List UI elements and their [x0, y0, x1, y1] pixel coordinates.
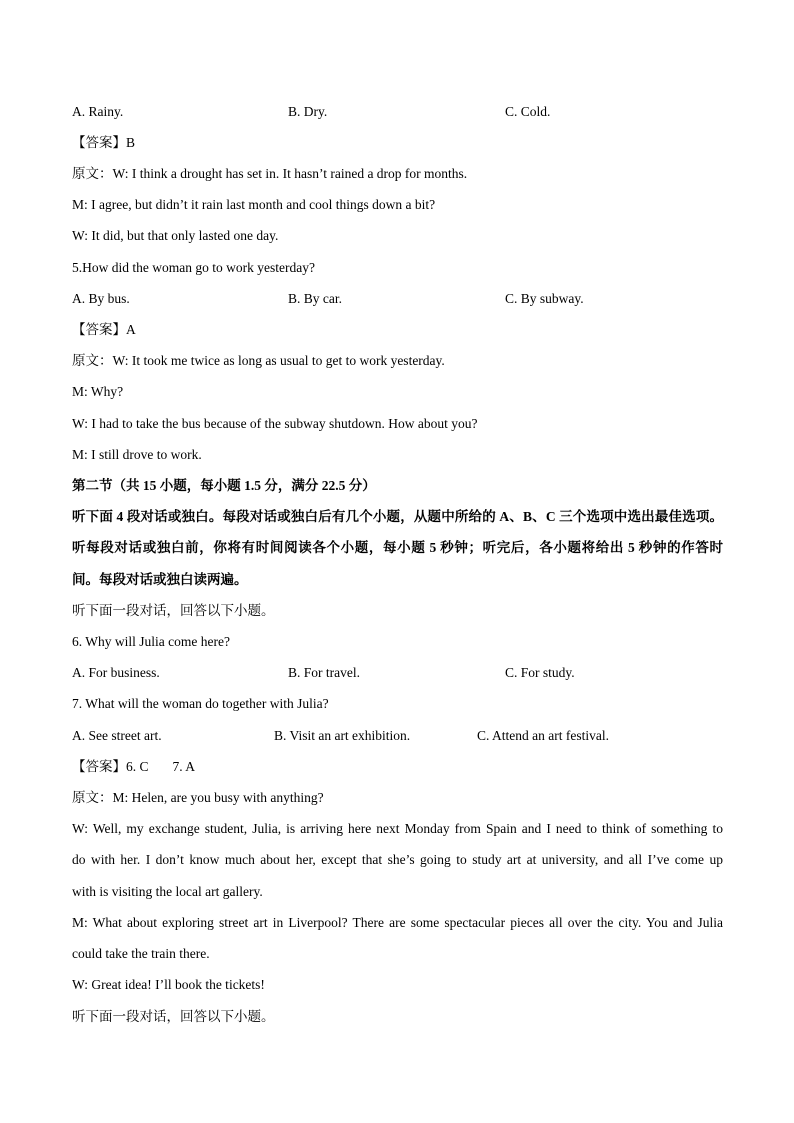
q5-option-c: C. By subway.	[505, 291, 584, 306]
q7-option-c: C. Attend an art festival.	[477, 728, 609, 743]
q67-script-line: with is visiting the local art gallery.	[72, 884, 263, 899]
q67-script-line: could take the train there.	[72, 946, 210, 961]
q67-answer	[72, 759, 195, 775]
q5-option-a: A. By bus.	[72, 291, 130, 306]
section-instruction: 听每段对话或独白前，你将有时间阅读各个小题，每小题 5 秒钟；听完后，各小题将给出 5 秒钟的作答时	[72, 540, 723, 555]
q67-script-line: W: Well, my exchange student, Julia, is arriving here next Monday from Spain and I need to think of something to	[72, 821, 723, 836]
q5-answer: 【答案】A	[72, 322, 136, 337]
q67-script-line: M: What about exploring street art in Liverpool? There are some spectacular pieces all over the city. You and Julia	[72, 915, 723, 930]
q6-option-b: B. For travel.	[288, 665, 360, 680]
q4-script-line: M: I agree, but didn’t it rain last month and cool things down a bit?	[72, 197, 436, 212]
q6-option-a: A. For business.	[72, 665, 160, 680]
q67-script-line: 原文：M: Helen, are you busy with anything?	[72, 790, 324, 805]
section-heading: 第二节（共 15 小题，每小题 1.5 分，满分 22.5 分）	[72, 478, 376, 493]
q7-option-a: A. See street art.	[72, 728, 162, 743]
listen-prompt: 听下面一段对话，回答以下小题。	[72, 1009, 275, 1024]
q7-option-b: B. Visit an art exhibition.	[274, 728, 411, 743]
q7-question: 7. What will the woman do together with Julia?	[72, 696, 329, 711]
q6-option-c: C. For study.	[505, 665, 575, 680]
q4-option-b: B. Dry.	[288, 104, 328, 119]
q6-answer: 【答案】6. C	[72, 759, 149, 774]
q7-answer: 7. A	[172, 759, 196, 774]
q4-script-line: 原文：W: I think a drought has set in. It hasn’t rained a drop for months.	[72, 166, 468, 181]
q5-option-b: B. By car.	[288, 291, 342, 306]
listen-prompt: 听下面一段对话，回答以下小题。	[72, 603, 275, 618]
q5-script-line: 原文：W: It took me twice as long as usual to get to work yesterday.	[72, 353, 445, 368]
section-instruction: 听下面 4 段对话或独白。每段对话或独白后有几个小题，从题中所给的 A、B、C 三个选项中选出最佳选项。	[72, 509, 723, 524]
q67-script-line: W: Great idea! I’ll book the tickets!	[72, 977, 265, 992]
q5-script-line: M: I still drove to work.	[72, 447, 202, 462]
q5-question: 5.How did the woman go to work yesterday?	[72, 260, 315, 275]
q6-question: 6. Why will Julia come here?	[72, 634, 230, 649]
q67-script-line: do with her. I don’t know much about her, except that she’s going to study art at university, and all I’ve come up	[72, 852, 723, 867]
section-instruction: 间。每段对话或独白读两遍。	[72, 572, 248, 587]
q5-script-line: W: I had to take the bus because of the subway shutdown. How about you?	[72, 416, 478, 431]
q4-answer: 【答案】B	[72, 135, 136, 150]
q4-script-line: W: It did, but that only lasted one day.	[72, 228, 279, 243]
q4-option-a: A. Rainy.	[72, 104, 124, 119]
q5-script-line: M: Why?	[72, 384, 124, 399]
q4-option-c: C. Cold.	[505, 104, 551, 119]
